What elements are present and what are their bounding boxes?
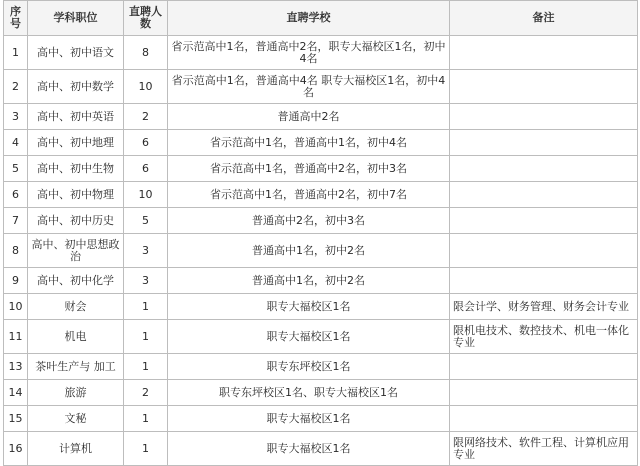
cell-note — [450, 182, 638, 208]
cell-no: 9 — [4, 268, 28, 294]
recruitment-table — [3, 0, 638, 466]
cell-subject: 旅游 — [28, 380, 124, 406]
header-row — [4, 1, 638, 36]
cell-subject: 高中、初中语文 — [28, 36, 124, 70]
cell-subject: 高中、初中历史 — [28, 208, 124, 234]
cell-count: 10 — [124, 70, 168, 104]
cell-no: 16 — [4, 432, 28, 466]
cell-subject: 计算机 — [28, 432, 124, 466]
cell-no: 10 — [4, 294, 28, 320]
cell-no: 15 — [4, 406, 28, 432]
header-note: 备注 — [450, 1, 638, 36]
cell-note — [450, 130, 638, 156]
cell-note: 限会计学、财务管理、财务会计专业 — [450, 294, 638, 320]
cell-school: 普通高中2名 — [168, 104, 450, 130]
cell-count: 1 — [124, 406, 168, 432]
table-row — [4, 268, 638, 294]
cell-count: 6 — [124, 130, 168, 156]
table-row — [4, 182, 638, 208]
cell-subject: 文秘 — [28, 406, 124, 432]
cell-count: 6 — [124, 156, 168, 182]
table-row — [4, 36, 638, 70]
cell-no: 6 — [4, 182, 28, 208]
cell-no: 2 — [4, 70, 28, 104]
cell-no: 1 — [4, 36, 28, 70]
cell-subject: 机电 — [28, 320, 124, 354]
table-row — [4, 432, 638, 466]
cell-no: 11 — [4, 320, 28, 354]
cell-note — [450, 208, 638, 234]
cell-subject: 高中、初中思想政治 — [28, 234, 124, 268]
cell-note: 限网络技术、软件工程、计算机应用专业 — [450, 432, 638, 466]
cell-no: 4 — [4, 130, 28, 156]
table-row — [4, 294, 638, 320]
header-count: 直聘人数 — [124, 1, 168, 36]
cell-school: 省示范高中1名，普通高中2名，初中7名 — [168, 182, 450, 208]
cell-note — [450, 380, 638, 406]
cell-subject: 高中、初中生物 — [28, 156, 124, 182]
cell-subject: 高中、初中物理 — [28, 182, 124, 208]
cell-no: 13 — [4, 354, 28, 380]
cell-note: 限机电技术、数控技术、机电一体化专业 — [450, 320, 638, 354]
cell-subject: 财会 — [28, 294, 124, 320]
cell-no: 14 — [4, 380, 28, 406]
cell-school: 职专大福校区1名 — [168, 320, 450, 354]
cell-note — [450, 36, 638, 70]
cell-school: 职专大福校区1名 — [168, 406, 450, 432]
cell-school: 省示范高中1名，普通高中2名，职专大福校区1名，初中4名 — [168, 36, 450, 70]
cell-school: 普通高中1名，初中2名 — [168, 268, 450, 294]
cell-count: 1 — [124, 294, 168, 320]
cell-school: 省示范高中1名，普通高中4名 职专大福校区1名，初中4名 — [168, 70, 450, 104]
cell-school: 省示范高中1名，普通高中1名，初中4名 — [168, 130, 450, 156]
cell-subject: 高中、初中地理 — [28, 130, 124, 156]
header-school: 直聘学校 — [168, 1, 450, 36]
cell-school: 普通高中1名，初中2名 — [168, 234, 450, 268]
cell-note — [450, 104, 638, 130]
table-row — [4, 354, 638, 380]
cell-count: 3 — [124, 234, 168, 268]
header-subject: 学科职位 — [28, 1, 124, 36]
cell-count: 3 — [124, 268, 168, 294]
cell-note — [450, 406, 638, 432]
cell-count: 1 — [124, 432, 168, 466]
table-row — [4, 320, 638, 354]
cell-subject: 高中、初中化学 — [28, 268, 124, 294]
cell-note — [450, 268, 638, 294]
header-no: 序号 — [4, 1, 28, 36]
cell-note — [450, 156, 638, 182]
table-row — [4, 156, 638, 182]
cell-subject: 茶叶生产与 加工 — [28, 354, 124, 380]
cell-school: 职专大福校区1名 — [168, 432, 450, 466]
cell-count: 5 — [124, 208, 168, 234]
cell-count: 2 — [124, 380, 168, 406]
cell-subject: 高中、初中数学 — [28, 70, 124, 104]
cell-count: 2 — [124, 104, 168, 130]
table-row — [4, 130, 638, 156]
cell-count: 1 — [124, 320, 168, 354]
table-row — [4, 208, 638, 234]
cell-count: 1 — [124, 354, 168, 380]
cell-no: 7 — [4, 208, 28, 234]
cell-school: 职专大福校区1名 — [168, 294, 450, 320]
table-row — [4, 70, 638, 104]
cell-note — [450, 234, 638, 268]
cell-note — [450, 354, 638, 380]
cell-note — [450, 70, 638, 104]
cell-no: 8 — [4, 234, 28, 268]
cell-school: 职专东坪校区1名、职专大福校区1名 — [168, 380, 450, 406]
cell-school: 职专东坪校区1名 — [168, 354, 450, 380]
table-row — [4, 104, 638, 130]
cell-no: 3 — [4, 104, 28, 130]
cell-count: 10 — [124, 182, 168, 208]
cell-school: 省示范高中1名，普通高中2名，初中3名 — [168, 156, 450, 182]
table-row — [4, 380, 638, 406]
table-row — [4, 234, 638, 268]
cell-school: 普通高中2名，初中3名 — [168, 208, 450, 234]
cell-no: 5 — [4, 156, 28, 182]
table-row — [4, 406, 638, 432]
cell-subject: 高中、初中英语 — [28, 104, 124, 130]
cell-count: 8 — [124, 36, 168, 70]
